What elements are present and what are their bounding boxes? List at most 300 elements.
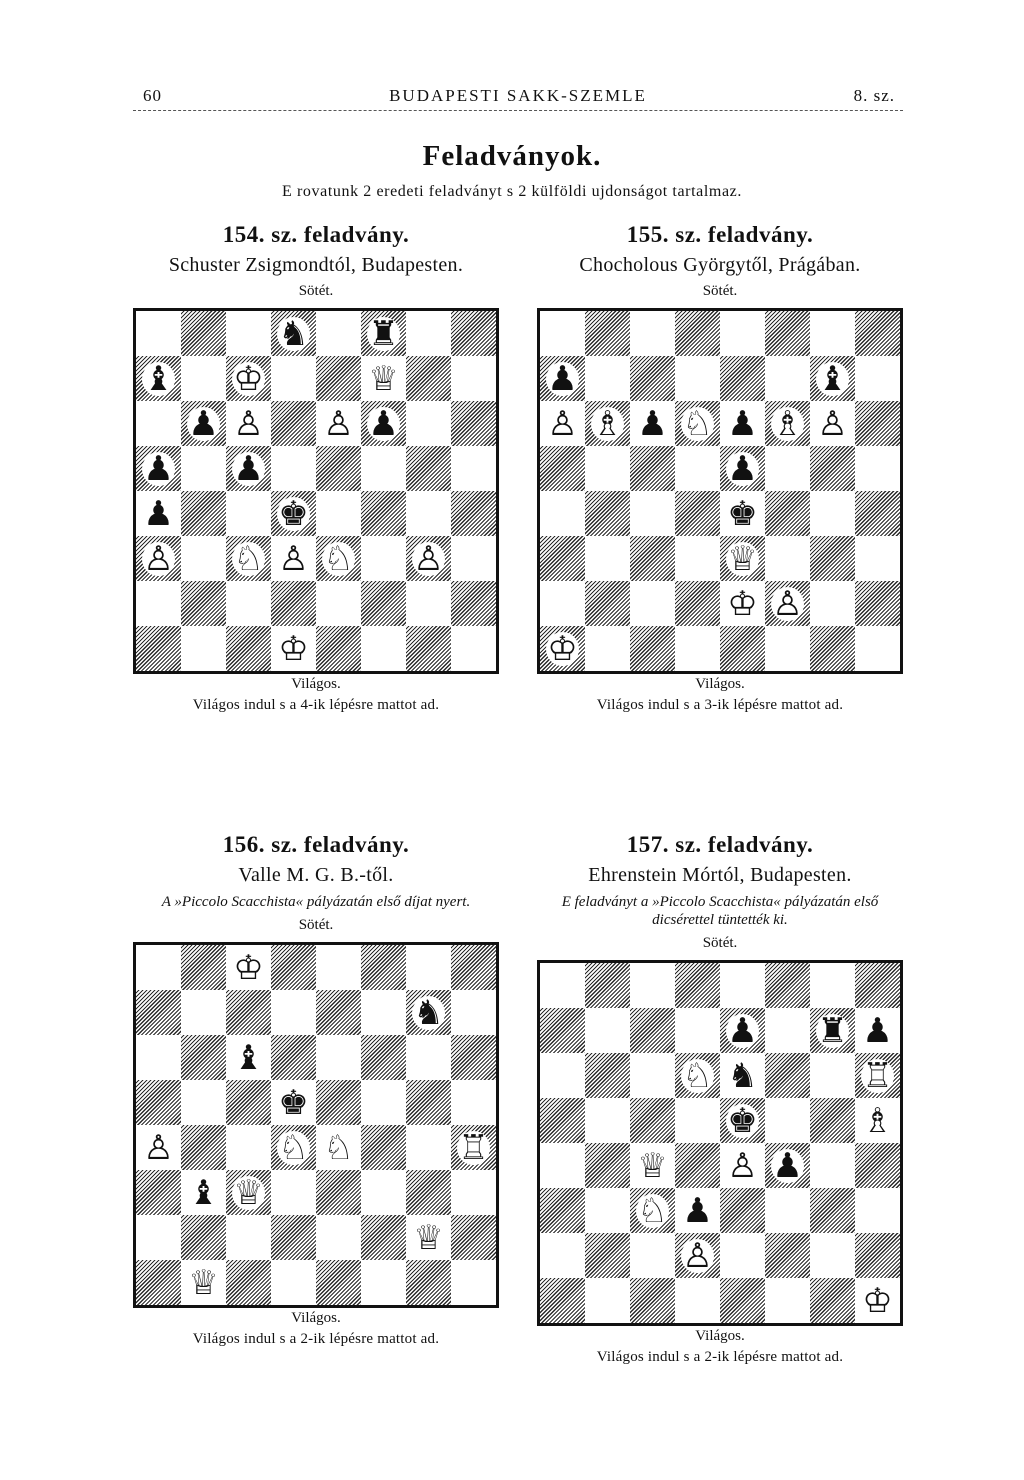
board-square [316, 1080, 361, 1125]
black-king-icon: ♚ [727, 1100, 758, 1141]
board-square [226, 401, 271, 446]
board-square [316, 1125, 361, 1170]
black-pawn-icon: ♟ [188, 403, 219, 444]
problem-task: Világos indul s a 4-ik lépésre mattot ad. [192, 697, 440, 713]
board-square [855, 1143, 900, 1188]
board-square [585, 491, 630, 536]
board-square [361, 1215, 406, 1260]
board-square [316, 626, 361, 671]
board-square [585, 356, 630, 401]
board-square [585, 401, 630, 446]
board-square [630, 536, 675, 581]
board-square [406, 1080, 451, 1125]
white-king-icon: ♔ [278, 628, 309, 669]
board-square [361, 536, 406, 581]
board-square [810, 1233, 855, 1278]
black-pawn-icon: ♟ [727, 403, 758, 444]
board-square [585, 626, 630, 671]
board-square [540, 356, 585, 401]
board-square [810, 1008, 855, 1053]
board-square [540, 1098, 585, 1143]
board-square [855, 491, 900, 536]
board-square [406, 581, 451, 626]
board-square [451, 1170, 496, 1215]
board-square [181, 311, 226, 356]
problem-author: Ehrenstein Mórtól, Budapesten. [588, 864, 852, 886]
board-square [675, 1233, 720, 1278]
problem-author: Schuster Zsigmondtól, Budapesten. [168, 254, 464, 276]
board-square [316, 1260, 361, 1305]
board-square [540, 1278, 585, 1323]
white-pawn-icon: ♙ [772, 583, 803, 624]
board-square [540, 536, 585, 581]
board-square [810, 1188, 855, 1233]
board-square [136, 401, 181, 446]
board-square [675, 446, 720, 491]
board-square [675, 536, 720, 581]
board-square [361, 626, 406, 671]
board-square [136, 446, 181, 491]
board-square [810, 626, 855, 671]
board-square [406, 536, 451, 581]
board-square [720, 401, 765, 446]
board-square [406, 311, 451, 356]
board-square [451, 446, 496, 491]
board-square [630, 581, 675, 626]
board-square [181, 1125, 226, 1170]
board-square [855, 1233, 900, 1278]
board-square [765, 1233, 810, 1278]
board-square [181, 401, 226, 446]
board-square [136, 536, 181, 581]
board-square [361, 1080, 406, 1125]
board-square [540, 311, 585, 356]
board-square [271, 536, 316, 581]
board-square [765, 1008, 810, 1053]
board-square [675, 1008, 720, 1053]
board-square [271, 945, 316, 990]
white-bishop-icon: ♗ [862, 1100, 893, 1141]
board-square [765, 1098, 810, 1143]
board-square [271, 1170, 316, 1215]
board-square [675, 311, 720, 356]
board-square [855, 1053, 900, 1098]
black-pawn-icon: ♟ [727, 448, 758, 489]
board-square [271, 1215, 316, 1260]
header-rule [133, 110, 903, 111]
board-square [406, 1215, 451, 1260]
board-square [406, 1125, 451, 1170]
board-square [136, 581, 181, 626]
board-square [271, 356, 316, 401]
board-square [585, 311, 630, 356]
board-square [630, 626, 675, 671]
board-square [181, 1260, 226, 1305]
board-square [855, 1278, 900, 1323]
board-square [406, 1035, 451, 1080]
board-square [810, 311, 855, 356]
board-square [720, 1053, 765, 1098]
board-square [675, 1143, 720, 1188]
board-square [361, 446, 406, 491]
board-square [810, 536, 855, 581]
black-pawn-icon: ♟ [727, 1010, 758, 1051]
board-square [181, 990, 226, 1035]
board-square [675, 1188, 720, 1233]
board-square [585, 536, 630, 581]
board-square [765, 491, 810, 536]
white-bishop-icon: ♗ [772, 403, 803, 444]
board-square [451, 536, 496, 581]
board-square [675, 581, 720, 626]
board-square [540, 401, 585, 446]
problem-number: 157. sz. feladvány. [626, 832, 814, 857]
board-square [540, 446, 585, 491]
board-square [585, 446, 630, 491]
board-square [630, 1008, 675, 1053]
board-square [226, 990, 271, 1035]
board-square [585, 1188, 630, 1233]
board-square [181, 491, 226, 536]
board-square [855, 1188, 900, 1233]
board-square [540, 1053, 585, 1098]
section-intro: E rovatunk 2 eredeti feladványt s 2 külföldi ujdonságot tartalmaz. [282, 183, 742, 200]
board-square [181, 1080, 226, 1125]
board-square [181, 1215, 226, 1260]
white-pawn-icon: ♙ [547, 403, 578, 444]
board-square [720, 581, 765, 626]
white-bishop-icon: ♗ [592, 403, 623, 444]
board-square [316, 581, 361, 626]
white-pawn-icon: ♙ [278, 538, 309, 579]
black-side-label: Sötét. [298, 917, 334, 933]
white-pawn-icon: ♙ [682, 1235, 713, 1276]
board-square [181, 536, 226, 581]
board-square [720, 1098, 765, 1143]
white-king-icon: ♔ [233, 947, 264, 988]
black-king-icon: ♚ [727, 493, 758, 534]
black-pawn-icon: ♟ [862, 1010, 893, 1051]
board-square [271, 401, 316, 446]
board-square [855, 626, 900, 671]
board-square [136, 1260, 181, 1305]
board-square [855, 581, 900, 626]
board-square [720, 1278, 765, 1323]
board-square [720, 1188, 765, 1233]
black-knight-icon: ♞ [413, 992, 444, 1033]
board-square [181, 1035, 226, 1080]
board-square [855, 963, 900, 1008]
white-pawn-icon: ♙ [143, 1127, 174, 1168]
board-square [136, 1170, 181, 1215]
board-square [271, 446, 316, 491]
black-bishop-icon: ♝ [817, 358, 848, 399]
board-square [630, 1053, 675, 1098]
black-side-label: Sötét. [702, 935, 738, 951]
board-square [720, 446, 765, 491]
board-square [675, 963, 720, 1008]
board-square [451, 626, 496, 671]
board-square [316, 491, 361, 536]
board-square [540, 1008, 585, 1053]
board-square [855, 311, 900, 356]
board-square [720, 626, 765, 671]
black-rook-icon: ♜ [368, 313, 399, 354]
board-square [675, 491, 720, 536]
board-square [136, 945, 181, 990]
white-side-label: Világos. [291, 1310, 341, 1326]
board-square [316, 990, 361, 1035]
board-square [451, 356, 496, 401]
board-square [630, 401, 675, 446]
board-square [765, 963, 810, 1008]
black-side-label: Sötét. [298, 283, 334, 299]
white-king-icon: ♔ [233, 358, 264, 399]
black-pawn-icon: ♟ [682, 1190, 713, 1231]
white-knight-icon: ♘ [682, 1055, 713, 1096]
board-square [451, 990, 496, 1035]
board-square [181, 1170, 226, 1215]
problem-156 [126, 832, 506, 1348]
board-square [765, 581, 810, 626]
white-pawn-icon: ♙ [817, 403, 848, 444]
board-square [540, 1143, 585, 1188]
board-square [316, 446, 361, 491]
board-square [540, 491, 585, 536]
black-king-icon: ♚ [278, 1082, 309, 1123]
board-square [855, 1008, 900, 1053]
board-square [316, 311, 361, 356]
chess-board [133, 308, 499, 674]
board-square [675, 1098, 720, 1143]
board-square [855, 536, 900, 581]
board-square [675, 1278, 720, 1323]
problem-note: E feladványt a »Piccolo Scacchista« pályázatán első dicsérettel tüntették ki. [561, 894, 879, 928]
problem-task: Világos indul s a 2-ik lépésre mattot ad. [192, 1331, 440, 1347]
board-square [361, 990, 406, 1035]
problem-number: 154. sz. feladvány. [222, 222, 410, 247]
white-rook-icon: ♖ [458, 1127, 489, 1168]
board-square [451, 1035, 496, 1080]
white-knight-icon: ♘ [682, 403, 713, 444]
white-queen-icon: ♕ [413, 1217, 444, 1258]
problem-author: Chocholous Györgytől, Prágában. [579, 254, 861, 276]
board-square [136, 1215, 181, 1260]
board-square [630, 311, 675, 356]
board-square [765, 1053, 810, 1098]
white-knight-icon: ♘ [323, 1127, 354, 1168]
board-square [630, 1143, 675, 1188]
board-square [271, 491, 316, 536]
board-square [361, 356, 406, 401]
board-square [451, 945, 496, 990]
board-square [226, 356, 271, 401]
board-square [810, 446, 855, 491]
black-pawn-icon: ♟ [772, 1145, 803, 1186]
board-square [181, 626, 226, 671]
problem-number: 156. sz. feladvány. [222, 832, 410, 857]
black-pawn-icon: ♟ [368, 403, 399, 444]
problem-157 [530, 832, 910, 1366]
board-square [271, 1080, 316, 1125]
board-square [136, 1080, 181, 1125]
board-square [765, 356, 810, 401]
board-square [765, 401, 810, 446]
board-square [720, 1008, 765, 1053]
black-knight-icon: ♞ [727, 1055, 758, 1096]
white-king-icon: ♔ [862, 1280, 893, 1321]
board-square [226, 1080, 271, 1125]
board-square [810, 491, 855, 536]
board-square [585, 1143, 630, 1188]
problem-author: Valle M. G. B.-től. [238, 864, 394, 886]
black-pawn-icon: ♟ [547, 358, 578, 399]
board-square [226, 311, 271, 356]
board-square [361, 311, 406, 356]
board-square [406, 945, 451, 990]
board-square [451, 311, 496, 356]
board-square [720, 356, 765, 401]
board-square [271, 990, 316, 1035]
board-square [361, 401, 406, 446]
chess-board [537, 960, 903, 1326]
section-title: Feladványok. [422, 140, 602, 172]
board-square [136, 491, 181, 536]
board-square [630, 356, 675, 401]
white-pawn-icon: ♙ [727, 1145, 758, 1186]
board-square [226, 581, 271, 626]
black-bishop-icon: ♝ [143, 358, 174, 399]
board-square [406, 356, 451, 401]
white-knight-icon: ♘ [637, 1190, 668, 1231]
white-side-label: Világos. [291, 676, 341, 692]
white-queen-icon: ♕ [727, 538, 758, 579]
board-square [810, 356, 855, 401]
white-queen-icon: ♕ [637, 1145, 668, 1186]
board-square [810, 1143, 855, 1188]
board-square [181, 945, 226, 990]
board-square [316, 945, 361, 990]
board-square [451, 491, 496, 536]
board-square [361, 945, 406, 990]
board-square [630, 963, 675, 1008]
board-square [226, 491, 271, 536]
white-pawn-icon: ♙ [143, 538, 174, 579]
board-square [765, 536, 810, 581]
black-pawn-icon: ♟ [143, 448, 174, 489]
board-square [630, 491, 675, 536]
board-square [630, 1233, 675, 1278]
board-square [630, 1098, 675, 1143]
board-square [585, 1233, 630, 1278]
board-square [765, 446, 810, 491]
problem-154 [126, 222, 506, 714]
board-square [675, 401, 720, 446]
board-square [855, 1098, 900, 1143]
board-square [226, 1125, 271, 1170]
issue-number: 8. sz. [853, 86, 895, 105]
board-square [406, 990, 451, 1035]
board-square [540, 1188, 585, 1233]
board-square [585, 1053, 630, 1098]
board-square [361, 1260, 406, 1305]
board-square [136, 1035, 181, 1080]
board-square [585, 1278, 630, 1323]
chess-board [537, 308, 903, 674]
board-square [136, 626, 181, 671]
board-square [585, 1098, 630, 1143]
board-square [540, 581, 585, 626]
board-square [181, 356, 226, 401]
board-square [226, 1170, 271, 1215]
white-pawn-icon: ♙ [413, 538, 444, 579]
black-bishop-icon: ♝ [188, 1172, 219, 1213]
board-square [316, 1215, 361, 1260]
board-square [451, 401, 496, 446]
white-king-icon: ♔ [547, 628, 578, 669]
board-square [810, 1278, 855, 1323]
board-square [675, 356, 720, 401]
board-square [451, 1260, 496, 1305]
running-head [133, 86, 903, 112]
board-square [630, 446, 675, 491]
board-square [316, 356, 361, 401]
problem-number: 155. sz. feladvány. [626, 222, 814, 247]
board-square [136, 356, 181, 401]
problem-task: Világos indul s a 3-ik lépésre mattot ad. [596, 697, 844, 713]
black-king-icon: ♚ [278, 493, 309, 534]
board-square [451, 1080, 496, 1125]
board-square [451, 1125, 496, 1170]
board-square [765, 1188, 810, 1233]
problem-155 [530, 222, 910, 714]
board-square [136, 311, 181, 356]
board-square [271, 1035, 316, 1080]
board-square [226, 446, 271, 491]
board-square [720, 536, 765, 581]
board-square [271, 626, 316, 671]
board-square [181, 581, 226, 626]
board-square [451, 1215, 496, 1260]
board-square [316, 1170, 361, 1215]
white-knight-icon: ♘ [323, 538, 354, 579]
problem-note: A »Piccolo Scacchista« pályázatán első díjat nyert. [161, 894, 471, 910]
board-square [361, 1125, 406, 1170]
board-square [765, 311, 810, 356]
board-square [810, 581, 855, 626]
board-square [316, 536, 361, 581]
board-square [406, 1170, 451, 1215]
white-knight-icon: ♘ [278, 1127, 309, 1168]
black-side-label: Sötét. [702, 283, 738, 299]
white-rook-icon: ♖ [862, 1055, 893, 1096]
board-square [810, 1053, 855, 1098]
black-pawn-icon: ♟ [233, 448, 264, 489]
board-square [406, 446, 451, 491]
board-square [226, 945, 271, 990]
board-square [765, 1143, 810, 1188]
board-square [540, 963, 585, 1008]
board-square [585, 581, 630, 626]
chess-board [133, 942, 499, 1308]
board-square [540, 626, 585, 671]
board-square [630, 1188, 675, 1233]
board-square [361, 491, 406, 536]
board-square [810, 1098, 855, 1143]
board-square [406, 491, 451, 536]
board-square [855, 356, 900, 401]
board-square [406, 1260, 451, 1305]
